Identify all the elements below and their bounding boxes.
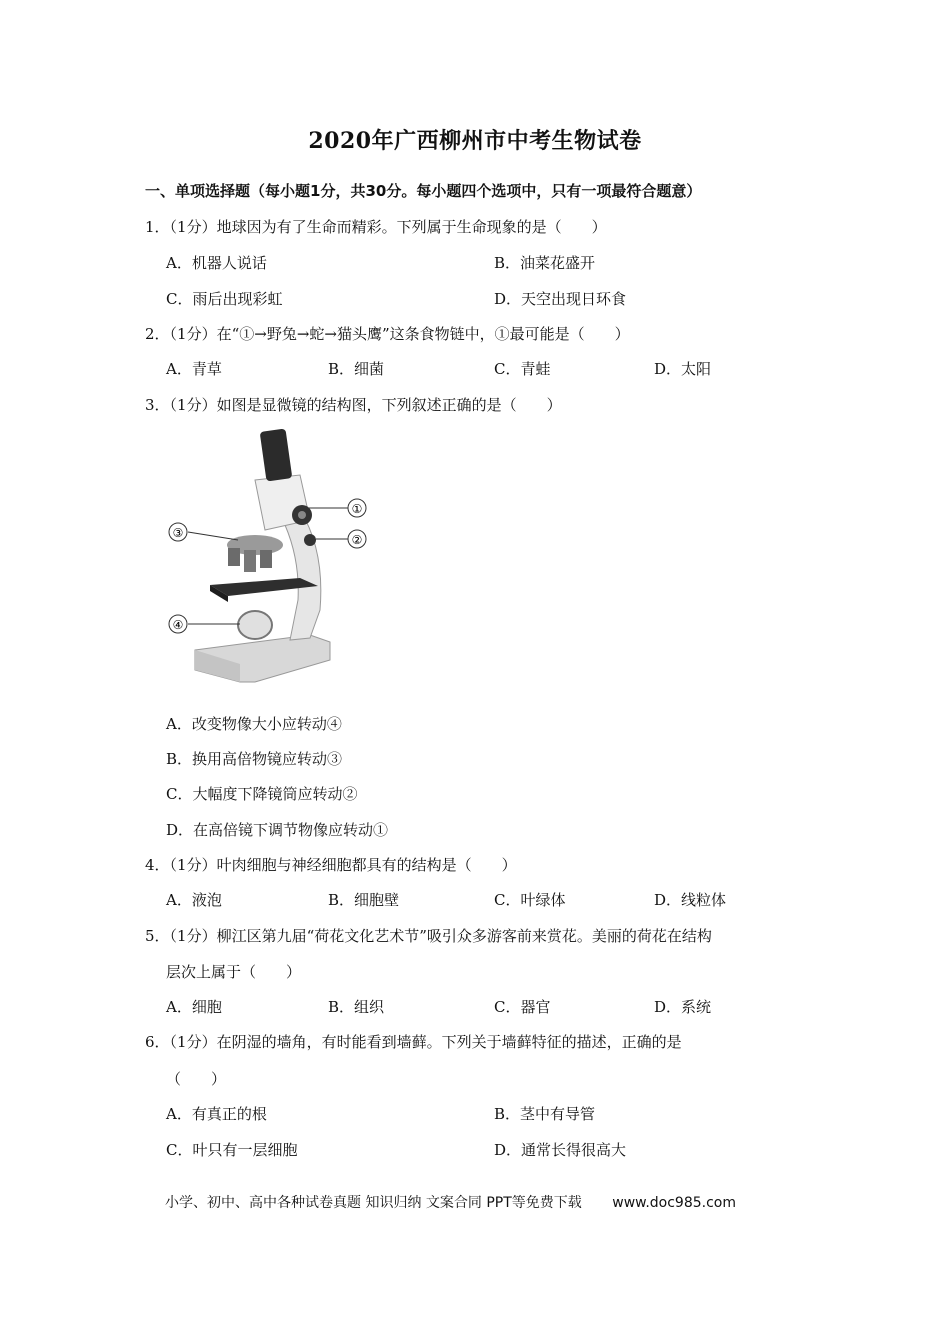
option-6d: D．通常长得很高大 bbox=[494, 1141, 627, 1159]
option-1a: A．机器人说话 bbox=[166, 254, 267, 272]
option-5b: B．组织 bbox=[328, 998, 385, 1016]
option-3d: D．在高倍镜下调节物像应转动① bbox=[166, 821, 389, 839]
option-6b: B．茎中有导管 bbox=[494, 1105, 596, 1123]
option-2b: B．细菌 bbox=[328, 360, 385, 378]
option-3b: B．换用高倍物镜应转动③ bbox=[166, 750, 343, 768]
question-1: 1．（1分）地球因为有了生命而精彩。下列属于生命现象的是（ ） bbox=[145, 218, 607, 236]
footer bbox=[165, 1192, 736, 1212]
option-5d: D．系统 bbox=[654, 998, 712, 1016]
option-2d: D．太阳 bbox=[654, 360, 712, 378]
microscope-figure bbox=[160, 420, 380, 700]
question-2: 2．（1分）在“①→野兔→蛇→猫头鹰”这条食物链中，①最可能是（ ） bbox=[145, 325, 630, 343]
question-5-cont: 层次上属于（ ） bbox=[166, 963, 302, 981]
option-1c: C．雨后出现彩虹 bbox=[166, 290, 283, 308]
question-3: 3．（1分）如图是显微镜的结构图，下列叙述正确的是（ ） bbox=[145, 396, 562, 414]
section-heading: 一、单项选择题（每小题1分，共30分。每小题四个选项中，只有一项最符合题意） bbox=[145, 182, 702, 200]
option-5a: A．细胞 bbox=[166, 998, 222, 1016]
option-6c: C．叶只有一层细胞 bbox=[166, 1141, 298, 1159]
option-4a: A．液泡 bbox=[166, 891, 222, 909]
option-1d: D．天空出现日环食 bbox=[494, 290, 627, 308]
footer-url[interactable]: www.doc985.com bbox=[612, 1195, 736, 1211]
question-6-cont: （ ） bbox=[166, 1070, 227, 1088]
figure-label-4: ④ bbox=[172, 618, 184, 632]
option-3a: A．改变物像大小应转动④ bbox=[166, 715, 342, 733]
option-6a: A．有真正的根 bbox=[166, 1105, 267, 1123]
question-6: 6．（1分）在阴湿的墙角，有时能看到墙藓。下列关于墙藓特征的描述，正确的是 bbox=[145, 1033, 682, 1051]
figure-label-1: ① bbox=[351, 502, 363, 516]
figure-label-2: ② bbox=[351, 533, 363, 547]
option-2a: A．青草 bbox=[166, 360, 222, 378]
option-5c: C．器官 bbox=[494, 998, 551, 1016]
figure-label-3: ③ bbox=[172, 526, 184, 540]
page-title: 2020年广西柳州市中考生物试卷 bbox=[308, 128, 642, 154]
question-4: 4．（1分）叶肉细胞与神经细胞都具有的结构是（ ） bbox=[145, 856, 517, 874]
footer-text: 小学、初中、高中各种试卷真题 知识归纳 文案合同 PPT等免费下载 bbox=[165, 1195, 582, 1211]
option-4d: D．线粒体 bbox=[654, 891, 727, 909]
option-2c: C．青蛙 bbox=[494, 360, 551, 378]
question-5: 5．（1分）柳江区第九届“荷花文化艺术节”吸引众多游客前来赏花。美丽的荷花在结构 bbox=[145, 927, 712, 945]
option-3c: C．大幅度下降镜筒应转动② bbox=[166, 785, 358, 803]
option-4b: B．细胞壁 bbox=[328, 891, 400, 909]
option-4c: C．叶绿体 bbox=[494, 891, 566, 909]
option-1b: B．油菜花盛开 bbox=[494, 254, 596, 272]
